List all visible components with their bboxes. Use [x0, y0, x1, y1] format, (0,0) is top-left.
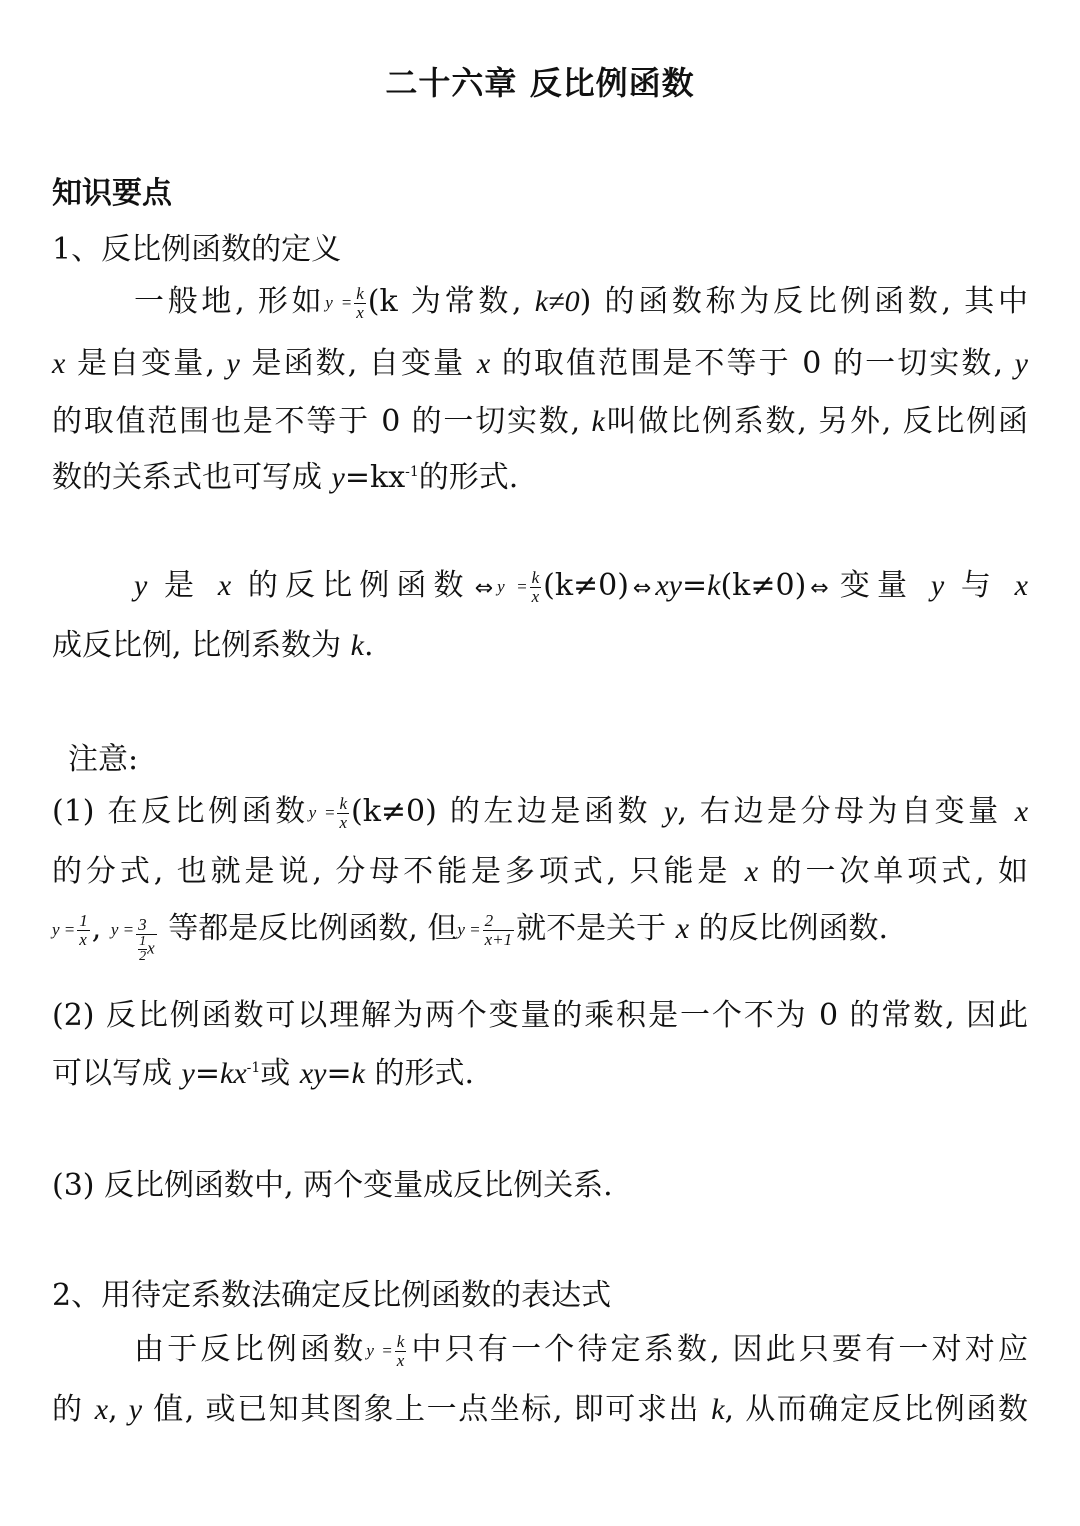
notes-heading: 注意:: [68, 742, 139, 777]
section-2-heading: 2、用待定系数法确定反比例函数的表达式: [52, 1278, 612, 1313]
s1-line-1: 一般地, 形如y = $\frac{k}{x}$ (k 为常数, k≠0) 的函数称为反比例函数, 其中: [134, 283, 1028, 322]
equivalence-line-2: 成反比例, 比例系数为 k.: [52, 628, 374, 663]
fraction-k-over-x: $\frac{k}{x}$: [339, 793, 348, 832]
fraction-3-over-half-x: 3 $\frac{1}{2}$ x: [138, 915, 155, 964]
section-1-heading: 1、反比例函数的定义: [52, 232, 342, 267]
s2-line-1: 由于反比例函数y = $\frac{k}{x}$ 中只有一个待定系数, 因此只要有一对对应: [134, 1331, 1029, 1370]
iff-symbol: ⇔: [632, 576, 652, 601]
formula-y-eq: y =: [325, 293, 353, 312]
equivalence-line: y 是 x 的反比例函数 ⇔ y = $\frac{k}{x}$ (k≠0) ⇔ xy=k(k≠0) ⇔ 变量 y 与 x: [134, 567, 1028, 606]
iff-symbol: ⇔: [474, 576, 494, 601]
s2-line-2: 的 x, y 值, 或已知其图象上一点坐标, 即可求出 k, 从而确定反比例函数: [52, 1392, 1028, 1427]
note-1-line-2: 的分式, 也就是说, 分母不能是多项式, 只能是 x 的一次单项式, 如: [52, 854, 1028, 889]
note-2-line-2: 可以写成 $y=kx^{-1}$或 xy=k 的形式.: [52, 1056, 475, 1091]
fraction-k-over-x: $\frac{k}{x}$: [531, 567, 540, 606]
page-title: 二十六章 反比例函数: [385, 64, 695, 102]
fraction-k-over-x: $\frac{k}{x}$: [396, 1331, 405, 1370]
iff-symbol: ⇔: [810, 576, 829, 601]
note-2-line-1: (2) 反比例函数可以理解为两个变量的乘积是一个不为 0 的常数, 因此: [52, 998, 1028, 1033]
knowledge-heading: 知识要点: [52, 176, 172, 211]
text: 一般地, 形如: [134, 284, 326, 319]
fraction-half: $\frac{1}{2}$: [139, 934, 147, 964]
note-1-line-1: (1) 在反比例函数y = $\frac{k}{x}$ (k≠0) 的左边是函数 y, 右边是分母为自变量 x: [52, 793, 1029, 832]
s1-line-4: 数的关系式也可写成 $y=kx^{-1}$的形式.: [52, 460, 519, 495]
fraction-2-over-x-plus-1: $\frac{2}{x+1}$: [484, 910, 513, 949]
s1-line-3: 的取值范围也是不等于 0 的一切实数, k叫做比例系数, 另外, 反比例函: [52, 404, 1028, 439]
note-1-line-3: y = $\frac{1}{x}$ , y = 3 $\frac{1}{2}$ x 等都是反比例函数, 但y = $\frac{2}{x+1}$ 就不是关于 x 的反比例函数.: [52, 910, 889, 964]
fraction-1-over-x: $\frac{1}{x}$: [79, 910, 88, 949]
fraction-k-over-x: $\frac{k}{x}$: [356, 283, 364, 322]
note-3: (3) 反比例函数中, 两个变量成反比例关系.: [52, 1168, 613, 1203]
s1-line-2: x 是自变量, y 是函数, 自变量 x 的取值范围是不等于 0 的一切实数, y: [52, 346, 1028, 381]
